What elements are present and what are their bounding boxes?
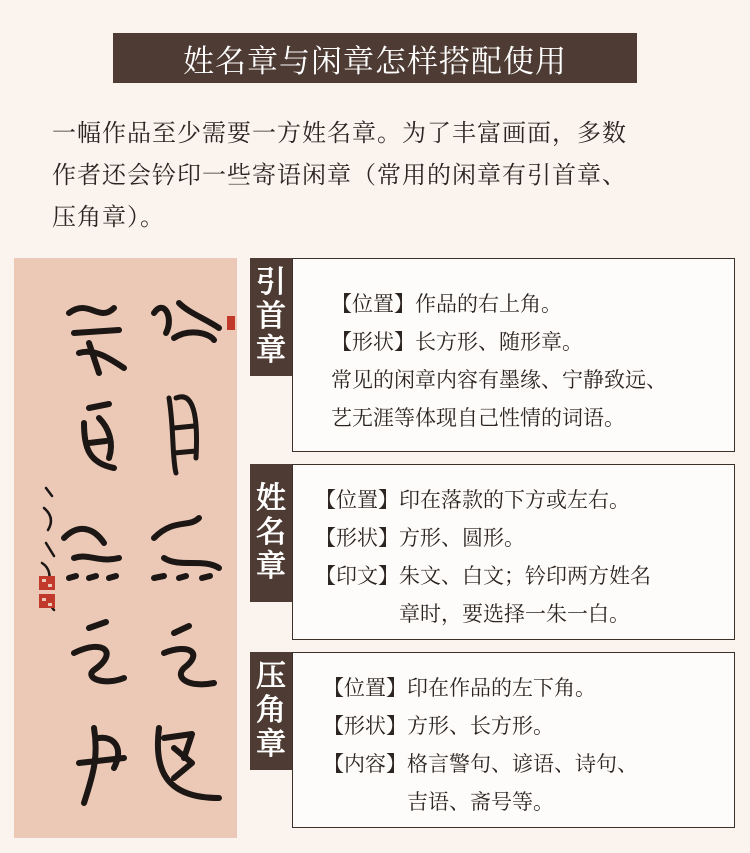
intro-line: 压角章）。 (52, 203, 165, 231)
intro-line: 作者还会钤印一些寄语闲章（常用的闲章有引首章、 (52, 161, 627, 189)
name-seal-mark (39, 594, 55, 608)
page-title: 姓名章与闲章怎样搭配使用 (113, 33, 637, 83)
corner-seal-description (292, 652, 735, 828)
tab-char: 名 (256, 515, 286, 550)
tab-char: 首 (256, 299, 286, 334)
desc-line: 吉语、斋号等。 (407, 790, 554, 814)
desc-line: 【印文】朱文、白文；钤印两方姓名 (315, 564, 651, 588)
tab-char: 压 (256, 659, 286, 694)
tab-char: 章 (256, 549, 286, 584)
tab-char: 章 (256, 333, 286, 368)
desc-line: 艺无涯等体现自己性情的词语。 (331, 406, 625, 430)
tab-char: 姓 (256, 481, 286, 516)
corner-seal-tab (250, 652, 292, 770)
desc-line: 【位置】印在作品的左下角。 (323, 676, 596, 700)
name-seal-tab (250, 464, 292, 602)
calligraphy-artwork (14, 258, 237, 838)
desc-line: 【形状】方形、长方形。 (323, 714, 554, 738)
desc-line: 常见的闲章内容有墨缘、宁静致远、 (331, 368, 667, 392)
desc-line: 【形状】长方形、随形章。 (331, 330, 583, 354)
tab-char: 角 (256, 693, 286, 728)
name-seal-mark (39, 576, 55, 590)
tab-char: 章 (256, 727, 286, 762)
lead-seal-tab (250, 258, 292, 376)
calligraphy-strokes (14, 258, 237, 838)
tab-char: 引 (256, 265, 286, 300)
lead-seal-mark (227, 316, 235, 330)
desc-line: 【形状】方形、圆形。 (315, 526, 525, 550)
desc-line: 【内容】格言警句、谚语、诗句、 (323, 752, 638, 776)
intro-paragraph (52, 112, 712, 238)
desc-line: 【位置】作品的右上角。 (331, 292, 562, 316)
desc-line: 章时，要选择一朱一白。 (399, 602, 630, 626)
name-seal-description (292, 464, 735, 640)
intro-line: 一幅作品至少需要一方姓名章。为了丰富画面，多数 (52, 119, 627, 147)
desc-line: 【位置】印在落款的下方或左右。 (315, 488, 630, 512)
lead-seal-description (292, 258, 735, 452)
